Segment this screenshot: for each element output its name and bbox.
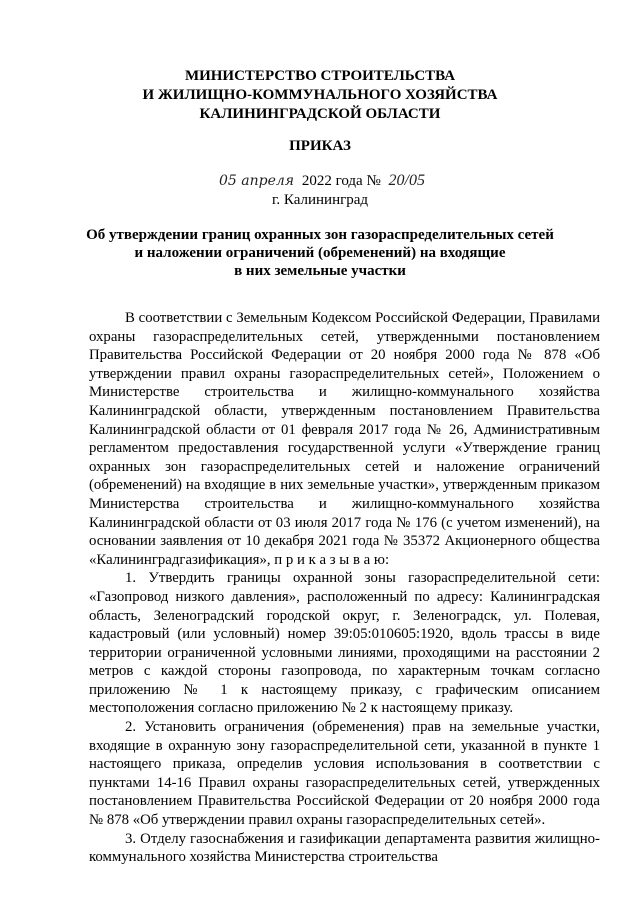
paragraph-item-2: 2. Установить ограничения (обременения) прав на земельные участки, входящие в охранную зону газораспределительной сети, указанной в пункте 1 настоящего приказа, определив условия использования в соответствии с пунктами 14-16 Правил охраны газораспределительных сетей, утвержденных постановлением Правительства Российской Федерации от 20 ноября 2000 года № 878 «Об утверждении правил охраны газораспределительных сетей». xyxy=(89,719,600,829)
ministry-line: КАЛИНИНГРАДСКОЙ ОБЛАСТИ xyxy=(199,106,441,122)
city: г. Калининград xyxy=(271,192,369,208)
ministry-line: И ЖИЛИЩНО-КОММУНАЛЬНОГО ХОЗЯЙСТВА xyxy=(142,87,498,103)
subject-line: Об утверждении границ охранных зон газораспределительных сетей xyxy=(86,227,554,243)
subject-line: в них земельные участки xyxy=(234,263,406,279)
paragraph-item-1: 1. Утвердить границы охранной зоны газораспределительной сети: «Газопровод низкого давления», расположенный по адресу: Калининградская область, Зеленоградский городской округ, г. Зеленоградск, ул. Полевая, кадастровый (или условный) номер 39:05:010605:1920, вдоль трассы в виде территории ограниченной условными линиями, проходящими на расстоянии 2 метров с каждой стороны газопровода, по характерным точкам согласно приложению № 1 к настоящему приказу, с графическим описанием местоположения согласно приложению № 2 к настоящему приказу. xyxy=(89,570,600,717)
paragraph-item-3: 3. Отделу газоснабжения и газификации департамента развития жилищно-коммунального хозяйства Министерства строительства xyxy=(89,830,600,866)
order-title: ПРИКАЗ xyxy=(289,138,351,154)
order-body xyxy=(89,309,600,867)
order-subject xyxy=(0,226,640,280)
ministry-header xyxy=(0,67,640,124)
order-date-line xyxy=(0,172,640,190)
ministry-line: МИНИСТЕРСТВО СТРОИТЕЛЬСТВА xyxy=(184,68,456,84)
paragraph-preamble: В соответствии с Земельным Кодексом Российской Федерации, Правилами охраны газораспределительных сетей, утвержденными постановлением Правительства Российской Федерации от 20 ноября 2000 года № 878 «Об утверждении правил охраны газораспределительных сетей», Положением о Министерстве строительства и жилищно-коммунального хозяйства Калининградской области, утвержденным постановлением Правительства Калининградской области от 01 февраля 2017 года № 26, Административным регламентом предоставления государственной услуги «Утверждение границ охранных зон газораспределительных сетей и наложение ограничений (обременений) на входящие в них земельные участки», утвержденным приказом Министерства строительства и жилищно-коммунального хозяйства Калининградской области от 03 июля 2017 года № 176 (с учетом изменений), на основании заявления от 10 декабря 2021 года № 35372 Акционерного общества «Калининградгазификация», п р и к а з ы в а ю: xyxy=(89,310,600,568)
handwritten-date: 05 апреля xyxy=(219,173,295,189)
subject-line: и наложении ограничений (обременений) на входящие xyxy=(134,245,506,261)
handwritten-order-number: 20/05 xyxy=(388,172,425,189)
date-year-text: 2022 года № xyxy=(301,173,381,189)
